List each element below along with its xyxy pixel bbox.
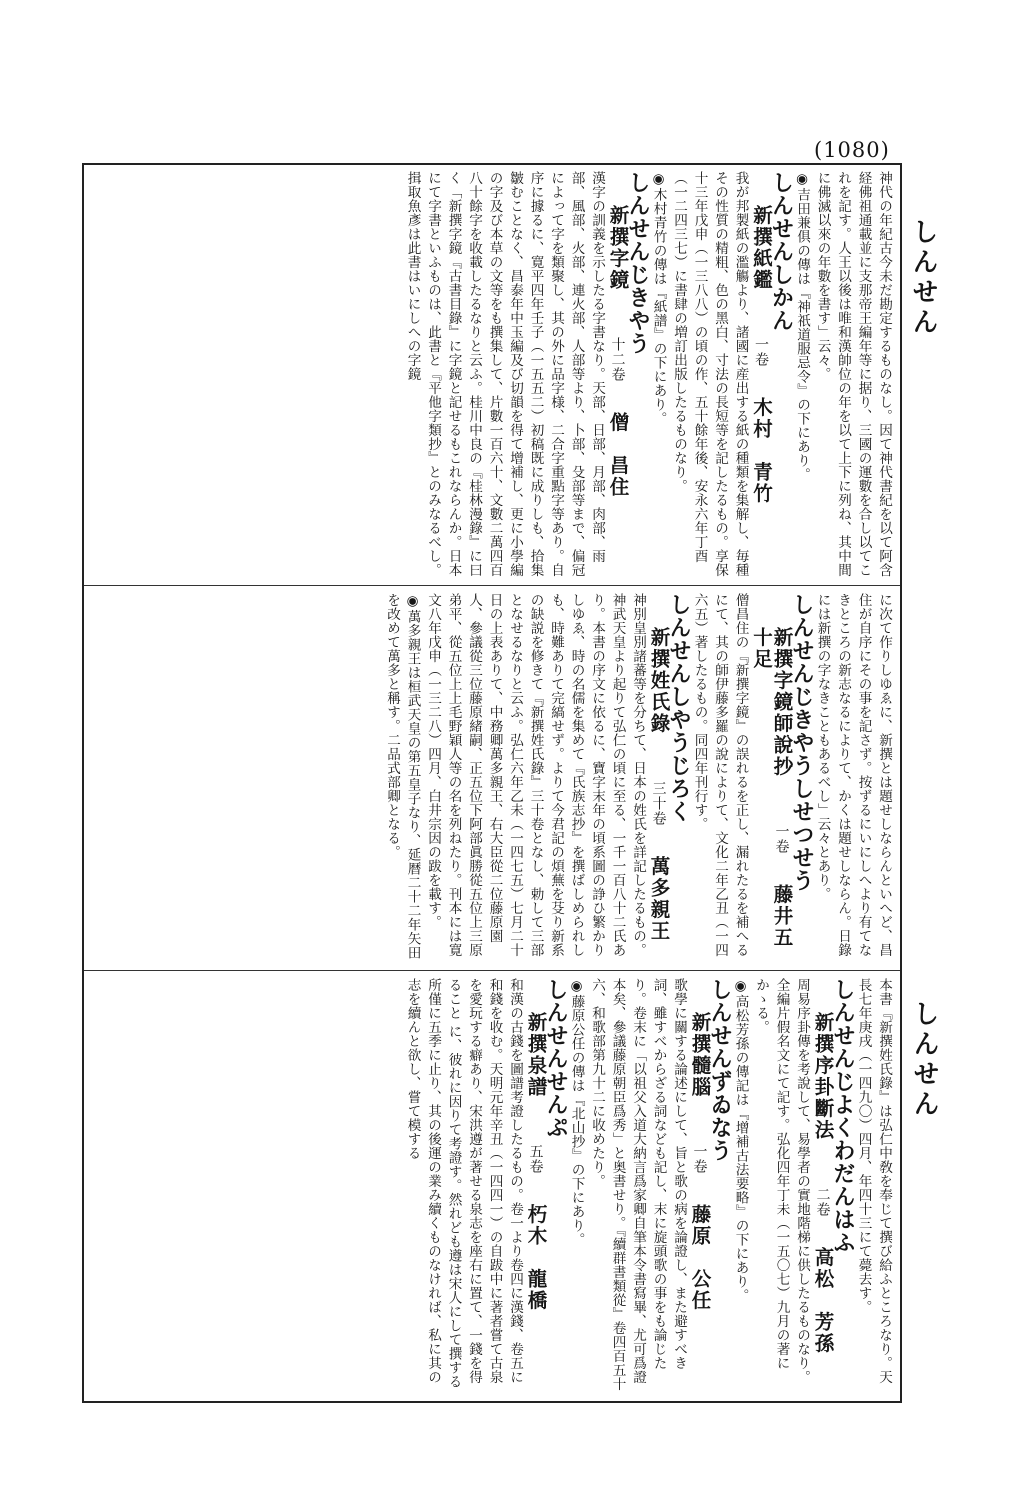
entry-ref: ◉高松芳孫の傳記は『增補古法要略』の下にあり。 <box>732 978 749 1303</box>
entry-heading: しんせんずゐなう <box>707 978 733 1162</box>
divider-rule <box>84 970 900 971</box>
entry-volumes: 一卷 <box>753 337 769 367</box>
entry-heading: しんせんじきやう <box>625 171 651 355</box>
entry-volumes: 一卷 <box>691 1144 708 1174</box>
entry-body: 神別皇別諸蕃等を分ちて、日本の姓氏を詳記したるもの。神武天皇より起りて弘仁の頃に至る、一千一百八十二氏あり。本書の序文に依るに、寶字末年の頃系圖の諍ひ繁かりしゆゑ、時の名儒を集めて『氏族志抄』を撰ばしめられしも、時難ありて完縞せず。よりて今君記の煩蕪を芟り新系の缺説を修きて『新撰姓氏錄』三十卷となし、勅して三部となせるなりと云ふ。弘仁六年乙未（一四七五）七月二十日の上表ありて、中務卿萬多親王、右大臣從二位藤原園人、參議從三位藤原緒嗣、正五位下阿部眞勝從五位上三原弟平、從五位上上毛野穎人等の名を列ねたり。刊本には寛文八年戊申（一三二八）四月、白井宗因の跋を載す。 <box>425 593 646 957</box>
entry-title-line <box>607 171 628 579</box>
divider-rule <box>84 585 900 586</box>
entry-title: 新撰姓氏錄 <box>647 627 671 735</box>
entry-title: 新撰泉譜 <box>524 1012 548 1098</box>
entry-title-line <box>751 171 772 579</box>
panel-middle <box>84 587 900 970</box>
entry-body: 漢字の訓義を示したる字書なり。天部、日部、月部、肉部、雨部、風部、火部、連火部、人部等より、卜部、殳部等まで、偏冠によって字を類聚し、其の外に品字様、二合字重點字等あり。自序に據るに、寛平四年壬子（一五五二）初稿既に成りしも、拾集皺むことなく、昌泰年中玉編及び切韻を得て增補し、更に小學編の字及び本草の文等をも撰集して、片數一百六十、文數二萬四百八十餘字を收載したるなりと云ふ。桂川中良の『桂林漫錄』に曰く「新撰字鏡『古書目錄』に字鏡と記せるもこれならんか。日本にて字書といふものは、此書と『平他字類抄』とのみなるべし。揖取魚彥は此書はいにしへの字鏡 <box>404 171 605 577</box>
entry-author: 藤井五十足 <box>750 627 794 948</box>
entry-author: 高松 芳孫 <box>811 1247 835 1355</box>
panel-bottom <box>84 972 900 1403</box>
entry-ref: ◉萬多親王は桓武天皇の第五皇子なり、延暦二十二年矢田を改めて萬多と稱す。二品式部卿となる。 <box>384 593 421 960</box>
section-heading-bottom: しんせん <box>909 1000 939 1120</box>
entry-body: 僧昌住の『新撰字鏡』の誤れるを正し、漏れたるを補へるにて、其の師伊藤多羅の說によりて、文化二年乙丑（一四六五）著したるもの。同四年刊行す。 <box>691 593 749 957</box>
entry-title: 新撰序卦斷法 <box>811 1012 835 1141</box>
entry-volumes: 三十卷 <box>650 780 667 826</box>
entry-title-line <box>751 593 792 964</box>
entry-title-line <box>689 978 710 1397</box>
entry-title: 新撰紙鑑 <box>750 205 773 291</box>
entry-body: 周易序卦傳を考說して、易學者の實地階梯に供したるものなり。全編片假名文にて記す。弘化四年丁未（一五〇七）九月の著にかゝる。 <box>753 978 810 1384</box>
entry-body: 歌學に關する論述にして、旨と歌の病を論證し、また避すべき詞、雖すべからざる詞なども記し、末に旋頭歌の事をも論じたり。卷末に「以祖父入道大納言爲家卿自筆本令書寫畢、尤可爲證本矣、參議藤原朝臣爲秀」と奥書せり。『續群書類從』卷四百五十六、和歌部第九十二に收めたり。 <box>589 978 687 1392</box>
entry-title: 新撰字鏡師說抄 <box>770 627 794 778</box>
entry-title-line <box>812 978 833 1397</box>
entry-body: 和漢の古錢を圖譜考證したるもの。卷一より卷四に漢錢、卷五に和錢を收む。天明元年辛丑（一四四一）の自跋中に著者嘗て古泉を愛玩する癖あり、宋洪遵が著せる泉志を座右に置て、一錢を得ること に、彼れに因りて考證す。然れども遵は宋人にして撰する所僅に五季に止り、其の後運の業み續くものなければ、私に其の志を續んと欲し、嘗て模する <box>404 978 523 1389</box>
section-heading-top: しんせん <box>908 218 938 338</box>
entry-heading: しんせんじきやうしせつせう <box>789 593 815 892</box>
entry-continuation: 本書『新撰姓氏錄』は弘仁中敎を奉じて撰び給ふところなり。天長七年庚戌（一四九〇）四月、年四十三にて薨去す。 <box>855 978 892 1384</box>
entry-author: 僧 昌住 <box>606 412 630 498</box>
entry-volumes: 五卷 <box>527 1144 544 1174</box>
entry-ref: ◉藤原公任の傳は『北山抄』の下にあり。 <box>568 978 585 1247</box>
entry-volumes: 一卷 <box>773 823 790 854</box>
entry-author: 藤原 公任 <box>688 1204 712 1312</box>
entry-author: 萬多親王 <box>647 855 671 942</box>
panel-top <box>84 165 900 585</box>
entry-heading: しんせんしやうじろく <box>666 593 692 823</box>
entry-volumes: 十二卷 <box>609 337 626 382</box>
entry-ref: ◉木村青竹の傳は『紙譜』の下にあり。 <box>650 171 667 426</box>
page-number: (1080) <box>814 138 890 162</box>
entry-heading: しんせんせんぷ <box>543 978 569 1139</box>
entry-continuation: に次て作りしゆゑに、新撰とは題せしならんといへど、昌住が自序にその事を記さず。按ずるにいにしへより有てなきところの新志なるによりて、かくは題せしならん。日錄には新撰の字なきこともあるべし」云々とあり。 <box>814 593 892 957</box>
entry-intro-ref: ◉吉田兼俱の傳は『神祇道服忌令』の下にあり。 <box>794 171 810 482</box>
entry-intro-text: 神代の年紀古今未だ勘定するものなし。因て神代書紀を以て阿含経佛祖通載並に支那帝王編年等に据り、三國の運數を合し以てこれを記す。人王以後は唯和漢帥位の年を以て上下に列ね、其中間に佛滅以來の年數を書す」云々。 <box>814 171 892 577</box>
entry-volumes: 二卷 <box>814 1187 831 1217</box>
entry-author: 朽木 龍橋 <box>524 1204 548 1312</box>
entry-title-line <box>525 978 546 1397</box>
entry-title-line <box>648 593 669 964</box>
entry-author: 木村 青竹 <box>750 397 773 505</box>
entry-heading: しんせんしかん <box>768 171 795 332</box>
entry-heading: しんせんじよくわだんはふ <box>830 978 856 1254</box>
entry-title: 新撰字鏡 <box>606 205 630 291</box>
entry-body: 我が邦製紙の濫觴より、諸國に産出する紙の種類を集解し、毎種その性質の精粗、色の黑白、寸法の長短等を記したるもの。享保十三年戊申（一三八八）の頃の作、五十餘年後、安永六年丁酉（一二四三七）に書肆の増訂出版したるものなり。 <box>671 171 749 577</box>
page-frame <box>82 163 902 1403</box>
entry-title: 新撰髓腦 <box>688 1012 712 1098</box>
